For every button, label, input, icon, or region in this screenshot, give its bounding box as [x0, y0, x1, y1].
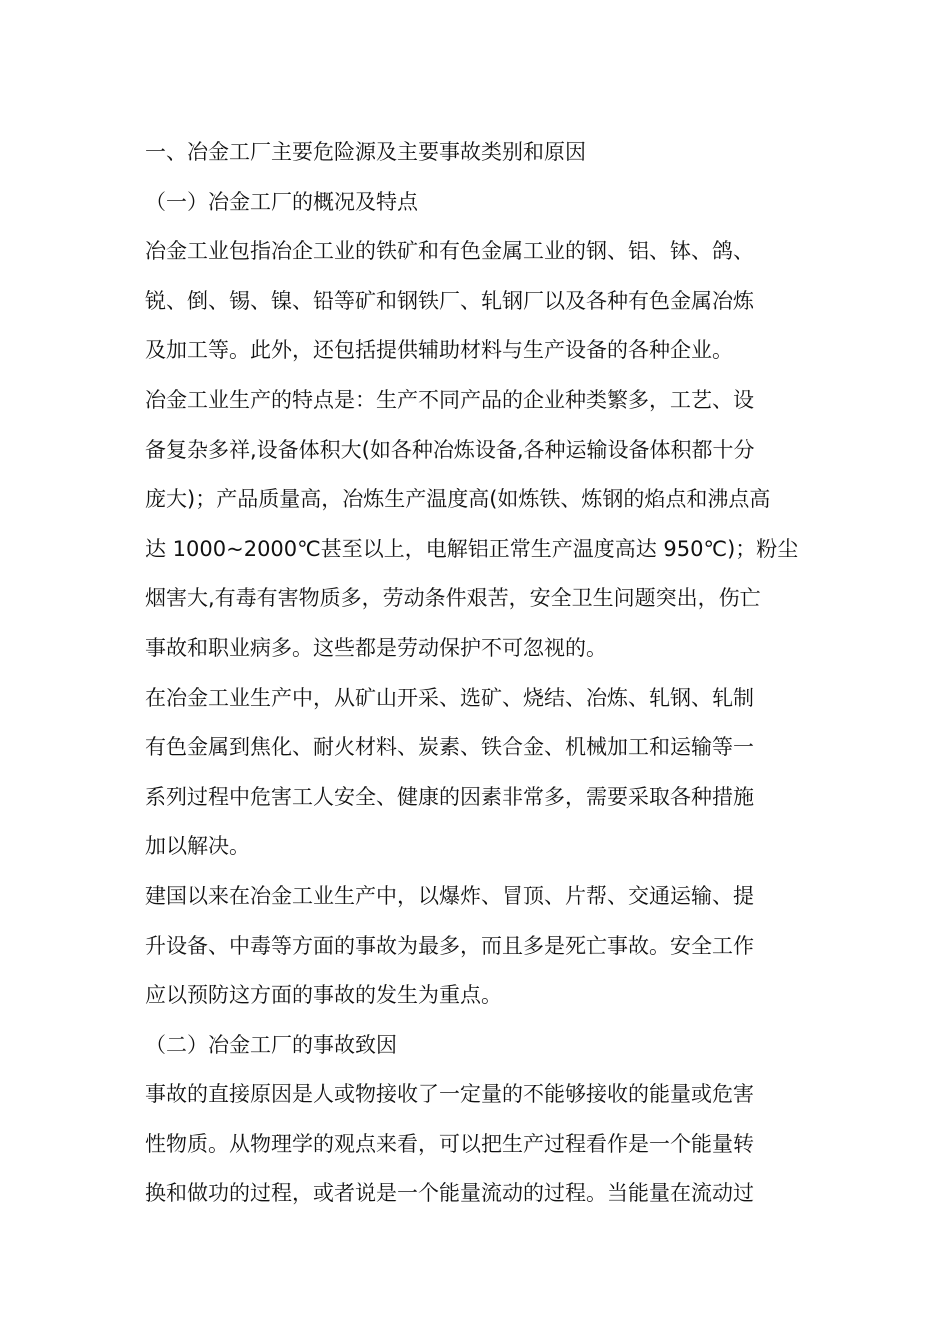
- text-line: 升设备、中毒等方面的事故为最多，而且多是死亡事故。安全工作: [145, 933, 754, 958]
- text-line: 换和做功的过程，或者说是一个能量流动的过程。当能量在流动过: [145, 1181, 754, 1206]
- text-line: 事故的直接原因是人或物接收了一定量的不能够接收的能量或危害: [145, 1082, 754, 1107]
- text-line: 事故和职业病多。这些都是劳动保护不可忽视的。: [145, 635, 607, 660]
- text-line: 庞大)；产品质量高，冶炼生产温度高(如炼铁、炼钢的焰点和沸点高: [145, 487, 771, 512]
- section-2-paragraph-1: [145, 1070, 810, 1219]
- section-1-paragraph-1: [145, 227, 810, 376]
- text-line: 冶金工业生产的特点是：生产不同产品的企业种类繁多，工艺、设: [145, 387, 754, 412]
- document-page: [145, 128, 810, 1219]
- text-line: 性物质。从物理学的观点来看，可以把生产过程看作是一个能量转: [145, 1131, 754, 1156]
- text-line: 备复杂多祥,设备体积大(如各种冶炼设备,各种运输设备体积都十分: [145, 437, 755, 462]
- main-heading: 一、冶金工厂主要危险源及主要事故类别和原因: [145, 140, 586, 164]
- text-line: 有色金属到焦化、耐火材料、炭素、铁合金、机械加工和运输等一: [145, 735, 754, 760]
- text-line: 冶金工业包指冶企工业的铁矿和有色金属工业的钢、铝、钵、鸽、: [145, 239, 754, 264]
- text-line: 达 1000~2000℃甚至以上，电解铝正常生产温度高达 950℃)；粉尘: [145, 536, 799, 561]
- section-1-paragraph-3: [145, 674, 810, 872]
- text-line: 烟害大,有毒有害物质多，劳动条件艰苦，安全卫生问题突出，伤亡: [145, 586, 761, 611]
- text-line: 锐、倒、锡、镍、铅等矿和钢铁厂、轧钢厂以及各种有色金属冶炼: [145, 288, 754, 313]
- text-line: 在冶金工业生产中，从矿山开采、选矿、烧结、冶炼、轧钢、轧制: [145, 685, 754, 710]
- text-line: 系列过程中危害工人安全、健康的因素非常多，需要采取各种措施: [145, 784, 754, 809]
- section-1-title: （一）冶金工厂的概况及特点: [145, 189, 418, 214]
- text-line: 及加工等。此外，还包括提供辅助材料与生产设备的各种企业。: [145, 338, 733, 363]
- text-line: 应以预防这方面的事故的发生为重点。: [145, 983, 502, 1008]
- section-1-paragraph-2: [145, 376, 810, 674]
- section-2-title: （二）冶金工厂的事故致因: [145, 1032, 397, 1057]
- section-1-paragraph-4: [145, 872, 810, 1021]
- text-line: 加以解决。: [145, 834, 250, 859]
- text-line: 建国以来在冶金工业生产中，以爆炸、冒顶、片帮、交通运输、提: [145, 883, 754, 908]
